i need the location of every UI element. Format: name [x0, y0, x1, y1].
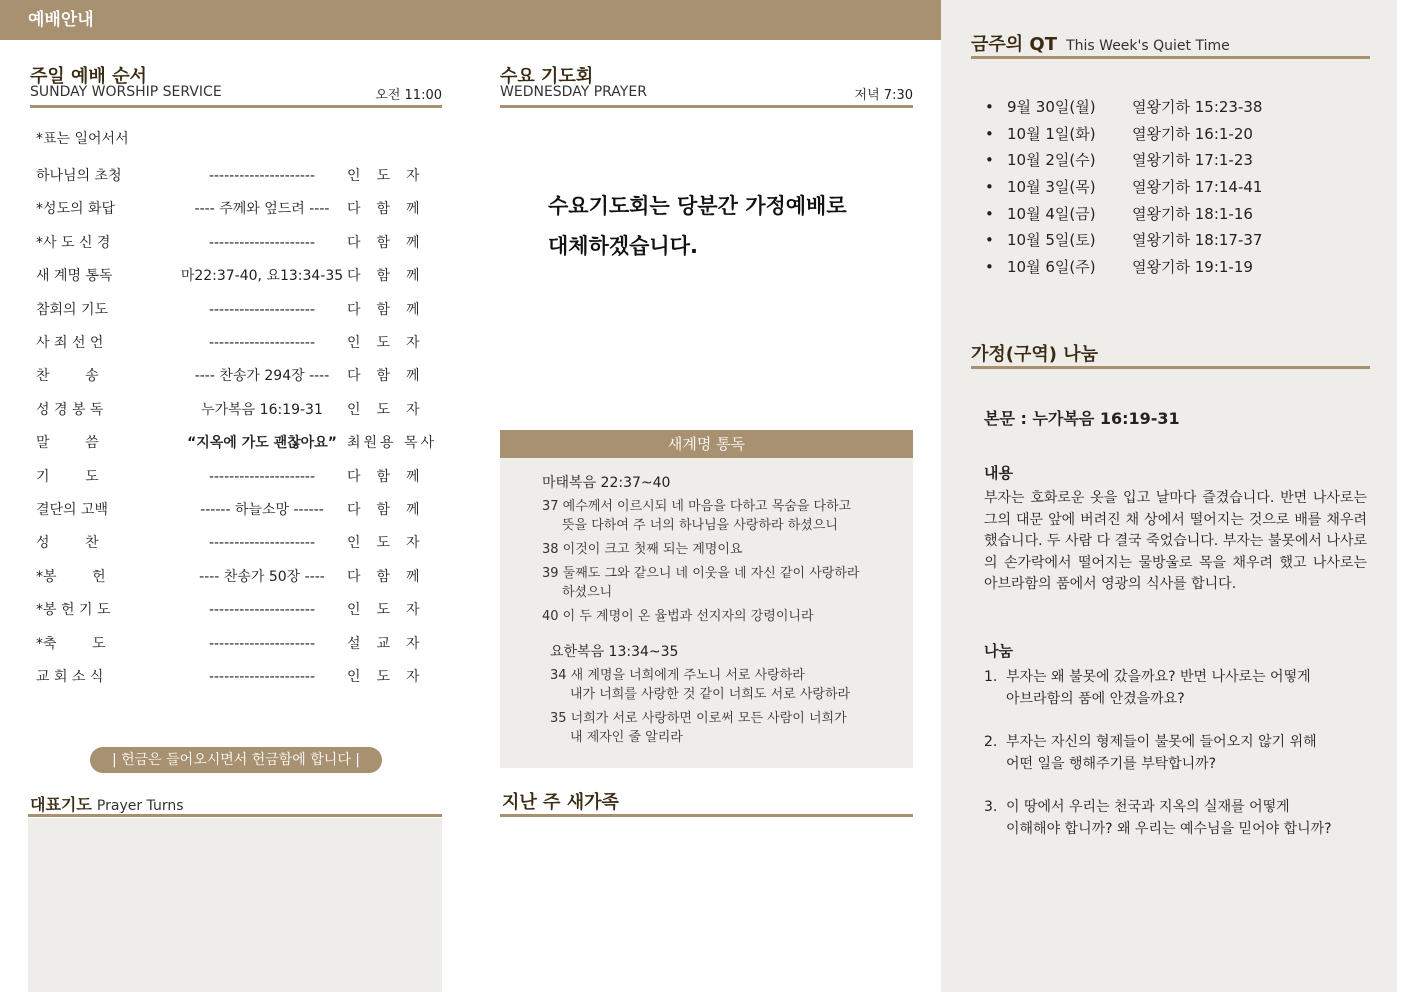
order-item-detail: ---------------------	[208, 234, 316, 251]
worship-order-row	[36, 632, 441, 656]
question-line: 어떤 일을 행해주기를 부탁합니까?	[1006, 756, 1217, 772]
verse-line: 34 새 계명을 너희에게 주노니 서로 사랑하라	[550, 668, 805, 683]
sunday-title-en: SUNDAY WORSHIP SERVICE	[30, 84, 222, 100]
wednesday-notice-line-2: 대체하겠습니다.	[548, 234, 698, 258]
sharing-title: 가정(구역) 나눔	[971, 344, 1099, 365]
question-number: 1.	[984, 669, 998, 685]
order-item-leader: 다함께	[347, 568, 436, 585]
order-item-detail: ---------------------	[208, 669, 316, 685]
order-item-name: 새 계명 통독	[36, 268, 113, 285]
bullet-icon: •	[985, 258, 994, 277]
order-item-detail: ---- 찬송가 50장 ----	[199, 568, 325, 585]
order-item-detail: ---------------------	[208, 468, 316, 485]
qt-reference: 열왕기하 17:1-23	[1132, 151, 1253, 170]
qt-date: 10월 3일(목)	[1007, 178, 1096, 197]
question-number: 2.	[984, 734, 998, 750]
question-line: 부자는 왜 불못에 갔을까요? 반면 나사로는 어떻게	[1006, 669, 1311, 685]
wednesday-title-en: WEDNESDAY PRAYER	[500, 84, 647, 100]
order-item-leader: 인도자	[347, 401, 436, 418]
order-item-detail: 마22:37-40, 요13:34-35	[180, 268, 344, 285]
order-item-detail: ---- 주께와 엎드려 ----	[194, 201, 330, 218]
worship-order-row	[36, 465, 441, 489]
order-item-leader: 다함께	[347, 502, 436, 518]
sharing-questions-label: 나눔	[984, 642, 1013, 660]
worship-order-row	[36, 164, 441, 188]
sharing-divider	[971, 366, 1370, 369]
question-line: 아브라함의 품에 안겼을까요?	[1006, 691, 1185, 707]
qt-reference: 열왕기하 15:23-38	[1132, 98, 1263, 116]
bullet-icon: •	[985, 178, 994, 197]
order-item-leader: 인도자	[347, 602, 436, 619]
order-item-name: *봉 헌	[36, 568, 106, 585]
order-item-leader: 인도자	[347, 335, 436, 351]
qt-date: 10월 6일(주)	[1007, 258, 1096, 277]
sunday-divider	[30, 105, 442, 108]
order-item-detail: ---- 찬송가 294장 ----	[194, 368, 330, 385]
banner-title: 예배안내	[28, 10, 94, 30]
qt-divider	[971, 56, 1370, 59]
verse-line: 37 예수께서 이르시되 네 마음을 다하고 목숨을 다하고	[542, 499, 852, 514]
order-item-name: 결단의 고백	[36, 502, 109, 518]
standing-note: *표는 일어서서	[36, 131, 129, 147]
wednesday-notice	[548, 186, 888, 266]
prayer-turns-box	[28, 818, 442, 992]
bullet-icon: •	[985, 231, 994, 250]
prayer-turns-divider	[28, 814, 442, 817]
order-item-detail: ---------------------	[208, 602, 316, 619]
qt-date: 9월 30일(월)	[1007, 98, 1096, 116]
order-item-detail: ---------------------	[208, 301, 316, 318]
qt-reference: 열왕기하 18:17-37	[1132, 231, 1263, 250]
verse-line: 뜻을 다하여 주 너의 하나님을 사랑하라 하셨으니	[562, 518, 838, 533]
order-item-detail: ------ 하늘소망 ------	[200, 502, 324, 518]
order-item-name: 말 씀	[36, 435, 99, 452]
wednesday-title-ko: 수요 기도회	[500, 66, 594, 87]
qt-date: 10월 1일(화)	[1007, 124, 1096, 143]
worship-order-row	[36, 398, 441, 422]
prayer-turns-header	[30, 792, 442, 815]
order-item-leader: 다함께	[347, 234, 436, 251]
order-item-detail: ---------------------	[208, 335, 316, 351]
bullet-icon: •	[985, 124, 994, 143]
order-item-detail: 누가복음 16:19-31	[201, 401, 323, 418]
order-item-leader: 인도자	[347, 168, 436, 184]
verse-line: 39 둘째도 그와 같으니 네 이웃을 네 자신 같이 사랑하라	[542, 566, 860, 581]
offering-note: | 헌금은 들어오시면서 헌금함에 합니다 |	[90, 747, 382, 773]
order-item-name: *사 도 신 경	[36, 234, 111, 251]
worship-order-row	[36, 298, 441, 322]
sharing-content-label: 내용	[984, 464, 1013, 482]
order-item-leader: 설교자	[347, 635, 436, 652]
qt-reference: 열왕기하 16:1-20	[1132, 124, 1253, 143]
order-item-name: 찬 송	[36, 368, 99, 385]
new-family-title: 지난 주 새가족	[502, 792, 619, 813]
order-item-leader: 다함께	[347, 201, 436, 218]
order-item-detail: ---------------------	[208, 635, 316, 652]
question-text	[1006, 796, 1372, 840]
qt-date: 10월 2일(수)	[1007, 151, 1096, 170]
qt-title-en: This Week's Quiet Time	[1066, 38, 1230, 54]
worship-order-row	[36, 264, 441, 288]
sharing-text-label: 본문 : 누가복음 16:19-31	[984, 409, 1180, 428]
section-banner	[0, 0, 941, 40]
bullet-icon: •	[985, 151, 994, 170]
question-number: 3.	[984, 799, 998, 815]
new-family-divider	[500, 814, 913, 817]
verse-line: 40 이 두 계명이 온 율법과 선지자의 강령이니라	[542, 609, 814, 624]
order-item-leader: 다함께	[347, 268, 436, 285]
verse-line: 38 이것이 크고 첫째 되는 계명이요	[542, 542, 743, 557]
order-item-leader: 인도자	[347, 669, 436, 685]
question-text	[1006, 666, 1372, 710]
passage-ref: 요한복음 13:34~35	[550, 644, 679, 660]
prayer-turns-title-en: Prayer Turns	[96, 798, 184, 814]
passage-ref: 마태복음 22:37~40	[542, 475, 671, 491]
order-item-name: *축 도	[36, 635, 106, 652]
order-item-leader: 인도자	[347, 535, 436, 552]
prayer-turns-title-ko: 대표기도	[30, 795, 92, 814]
qt-date: 10월 4일(금)	[1007, 204, 1096, 223]
wednesday-time: 저녁 7:30	[854, 88, 913, 103]
worship-order-row	[36, 665, 441, 689]
qt-reference: 열왕기하 18:1-16	[1132, 204, 1253, 223]
order-item-name: *봉 헌 기 도	[36, 602, 111, 619]
order-item-name: 교 회 소 식	[36, 669, 104, 685]
question-text	[1006, 731, 1372, 775]
order-item-leader: 다함께	[347, 468, 436, 485]
order-item-leader: 다함께	[347, 368, 436, 385]
verse-line: 35 너희가 서로 사랑하면 이로써 모든 사람이 너희가	[550, 711, 847, 726]
bullet-icon: •	[985, 98, 994, 116]
order-item-leader: 최원용 목사	[347, 435, 438, 452]
new-commandment-header: 새계명 통독	[500, 430, 913, 458]
qt-title-ko: 금주의 QT	[971, 34, 1058, 55]
wednesday-divider	[500, 105, 913, 108]
worship-order-row	[36, 531, 441, 555]
worship-order-row	[36, 498, 441, 522]
worship-order-row	[36, 331, 441, 355]
order-item-detail: ---------------------	[208, 535, 316, 552]
order-item-name: 성 찬	[36, 535, 99, 552]
worship-order-row	[36, 231, 441, 255]
order-item-name: 하나님의 초청	[36, 168, 122, 184]
new-commandment-box	[500, 430, 913, 768]
bullet-icon: •	[985, 204, 994, 223]
verse-line: 하셨으니	[562, 585, 613, 600]
verse-line: 내 제자인 줄 알리라	[570, 730, 683, 745]
order-item-detail: “지옥에 가도 괜찮아요”	[187, 435, 337, 452]
worship-order-row	[36, 197, 441, 221]
qt-header	[971, 30, 1230, 56]
order-item-name: 기 도	[36, 468, 99, 485]
verse-line: 내가 너희를 사랑한 것 같이 너희도 서로 사랑하라	[570, 687, 851, 702]
qt-date: 10월 5일(토)	[1007, 231, 1096, 250]
question-line: 이해해야 합니까? 왜 우리는 예수님을 믿어야 합니까?	[1006, 821, 1332, 837]
sunday-title-ko: 주일 예배 순서	[30, 66, 147, 87]
order-item-name: 참회의 기도	[36, 301, 109, 318]
sunday-time: 오전 11:00	[375, 88, 442, 103]
worship-order-row	[36, 364, 441, 388]
order-item-name: 성 경 봉 독	[36, 401, 104, 418]
order-item-name: *성도의 화답	[36, 201, 116, 218]
order-item-leader: 다함께	[347, 301, 436, 318]
question-line: 이 땅에서 우리는 천국과 지옥의 실재를 어떻게	[1006, 799, 1290, 815]
question-line: 부자는 자신의 형제들이 불못에 들어오지 않기 위해	[1006, 734, 1317, 750]
worship-order-row	[36, 598, 441, 622]
order-item-name: 사 죄 선 언	[36, 335, 104, 351]
qt-reference: 열왕기하 19:1-19	[1132, 258, 1253, 277]
qt-reference: 열왕기하 17:14-41	[1132, 178, 1263, 197]
worship-order-row	[36, 565, 441, 589]
order-item-detail: ---------------------	[208, 168, 316, 184]
wednesday-notice-line-1: 수요기도회는 당분간 가정예배로	[548, 194, 847, 218]
worship-order-row	[36, 431, 441, 455]
sharing-content: 부자는 호화로운 옷을 입고 날마다 즐겼습니다. 반면 나사로는 그의 대문 앞에 버려진 채 상에서 떨어지는 것으로 배를 채우려 했습니다. 두 사람 다 결국 죽었습니다. 부자는 불못에서 나사로의 손가락에서 떨어지는 물방울로 목을 채우려 했고 나사로는 아브라함의 품에서 영광의 식사를 합니다.	[984, 490, 1367, 593]
